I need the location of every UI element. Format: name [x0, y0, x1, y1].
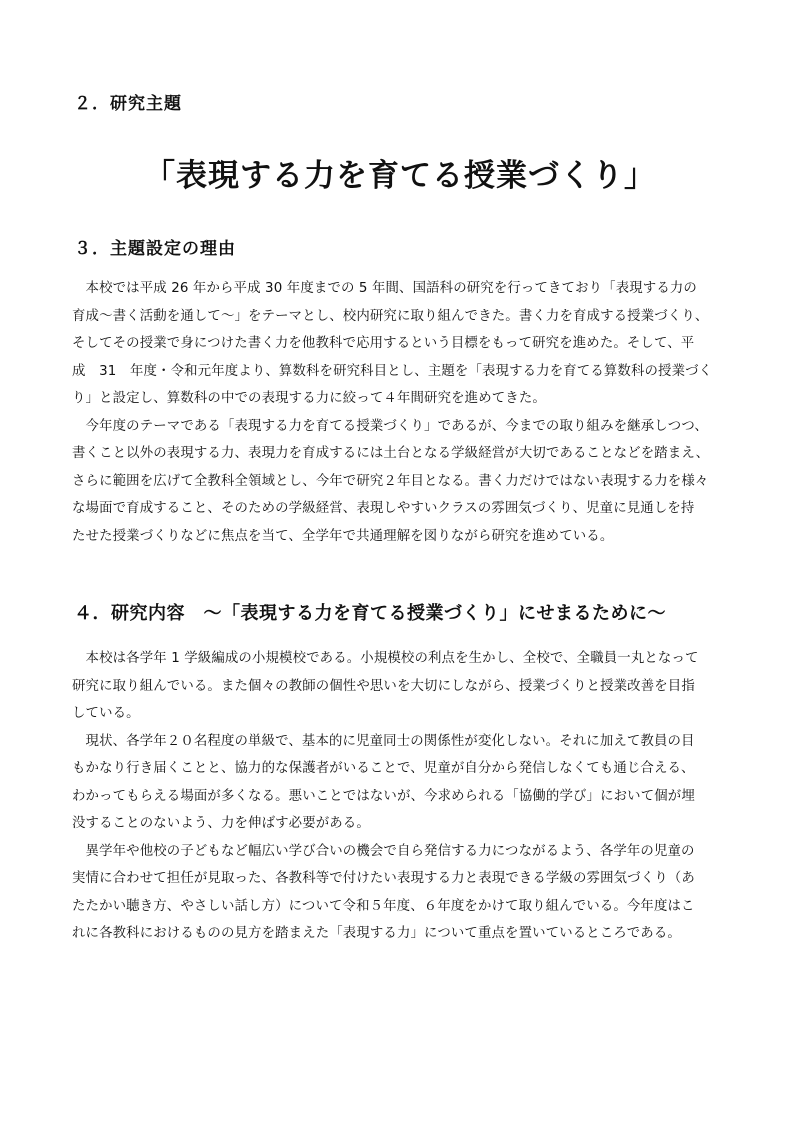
text-line: わかってもらえる場面が多くなる。悪いことではないが、今求められる「協働的学び」において個が埋 — [72, 788, 695, 804]
text-line: もかなり行き届くことと、協力的な保護者がいることで、児童が自分から発信しなくても通じ合える、 — [72, 761, 695, 776]
text-line: 没することのないよう、力を伸ばす必要がある。 — [72, 816, 370, 831]
content-paragraph-1 — [72, 645, 732, 728]
theme-title: 「表現する力を育てる授業づくり」 — [144, 158, 656, 194]
text-line: り」と設定し、算数科の中での表現する力に絞って４年間研究を進めてきた。 — [72, 391, 546, 406]
text-line: している。 — [72, 706, 140, 721]
content-heading: ４．研究内容 ～「表現する力を育てる授業づくり」にせまるために～ — [74, 603, 666, 624]
content-section — [72, 645, 732, 948]
text-line: 研究に取り組んでいる。また個々の教師の個性や思いを大切にしながら、授業づくりと授業改善を目指 — [72, 678, 695, 694]
text-line: たたかい聴き方、やさしい話し方）について令和５年度、６年度をかけて取り組んでいる。今年度はこ — [72, 898, 695, 914]
reason-paragraph-1 — [72, 275, 732, 413]
reason-section — [72, 275, 732, 550]
text-line: 実情に合わせて担任が見取った、各教科等で付けたい表現する力と表現できる学級の雰囲気づくり（あ — [72, 871, 695, 886]
text-line: 育成～書く活動を通して～」をテーマとし、校内研究に取り組んできた。書く力を育成する授業づくり、 — [72, 308, 709, 324]
text-line: 今年度のテーマである「表現する力を育てる授業づくり」であるが、今までの取り組みを継承しつつ、 — [72, 418, 708, 434]
text-line: さらに範囲を広げて全教科全領域とし、今年で研究２年目となる。書く力だけではない表現する力を様々 — [72, 473, 709, 489]
text-line: 本校では平成 26 年から平成 30 年度までの 5 年間、国語科の研究を行ってきており「表現する力の — [72, 281, 697, 296]
text-line: な場面で育成すること、そのための学級経営、表現しやすいクラスの雰囲気づくり、児童に見通しを持 — [72, 501, 695, 516]
text-line: そしてその授業で身につけた書く力を他教科で応用するという目標をもって研究を進めた。そして、平 — [72, 336, 695, 351]
reason-paragraph-2 — [72, 413, 732, 551]
text-line: 本校は各学年 1 学級編成の小規模校である。小規模校の利点を生かし、全校で、全職員一丸となって — [72, 651, 699, 666]
text-line: 書くこと以外の表現する力、表現力を育成するには土台となる学級経営が大切であることなどを踏まえ、 — [72, 446, 710, 461]
text-line: たせた授業づくりなどに焦点を当て、全学年で共通理解を図りながら研究を進めている。 — [72, 528, 614, 544]
content-paragraph-3 — [72, 838, 732, 948]
reason-heading: ３．主題設定の理由 — [74, 239, 236, 259]
text-line: 異学年や他校の子どもなど幅広い学び合いの機会で自ら発信する力につながるよう、各学年の児童の — [72, 843, 695, 859]
content-paragraph-2 — [72, 728, 732, 838]
text-line: 現状、各学年２０名程度の単級で、基本的に児童同士の関係性が変化しない。それに加えて教員の目 — [72, 733, 695, 749]
text-line: れに各教科におけるものの見方を踏まえた「表現する力」について重点を置いているところである。 — [72, 926, 681, 941]
research-theme-heading: ２．研究主題 — [74, 94, 182, 114]
text-line: 成 31 年度・令和元年度より、算数科を研究科目とし、主題を「表現する力を育てる算数科の授業づく — [72, 363, 713, 379]
